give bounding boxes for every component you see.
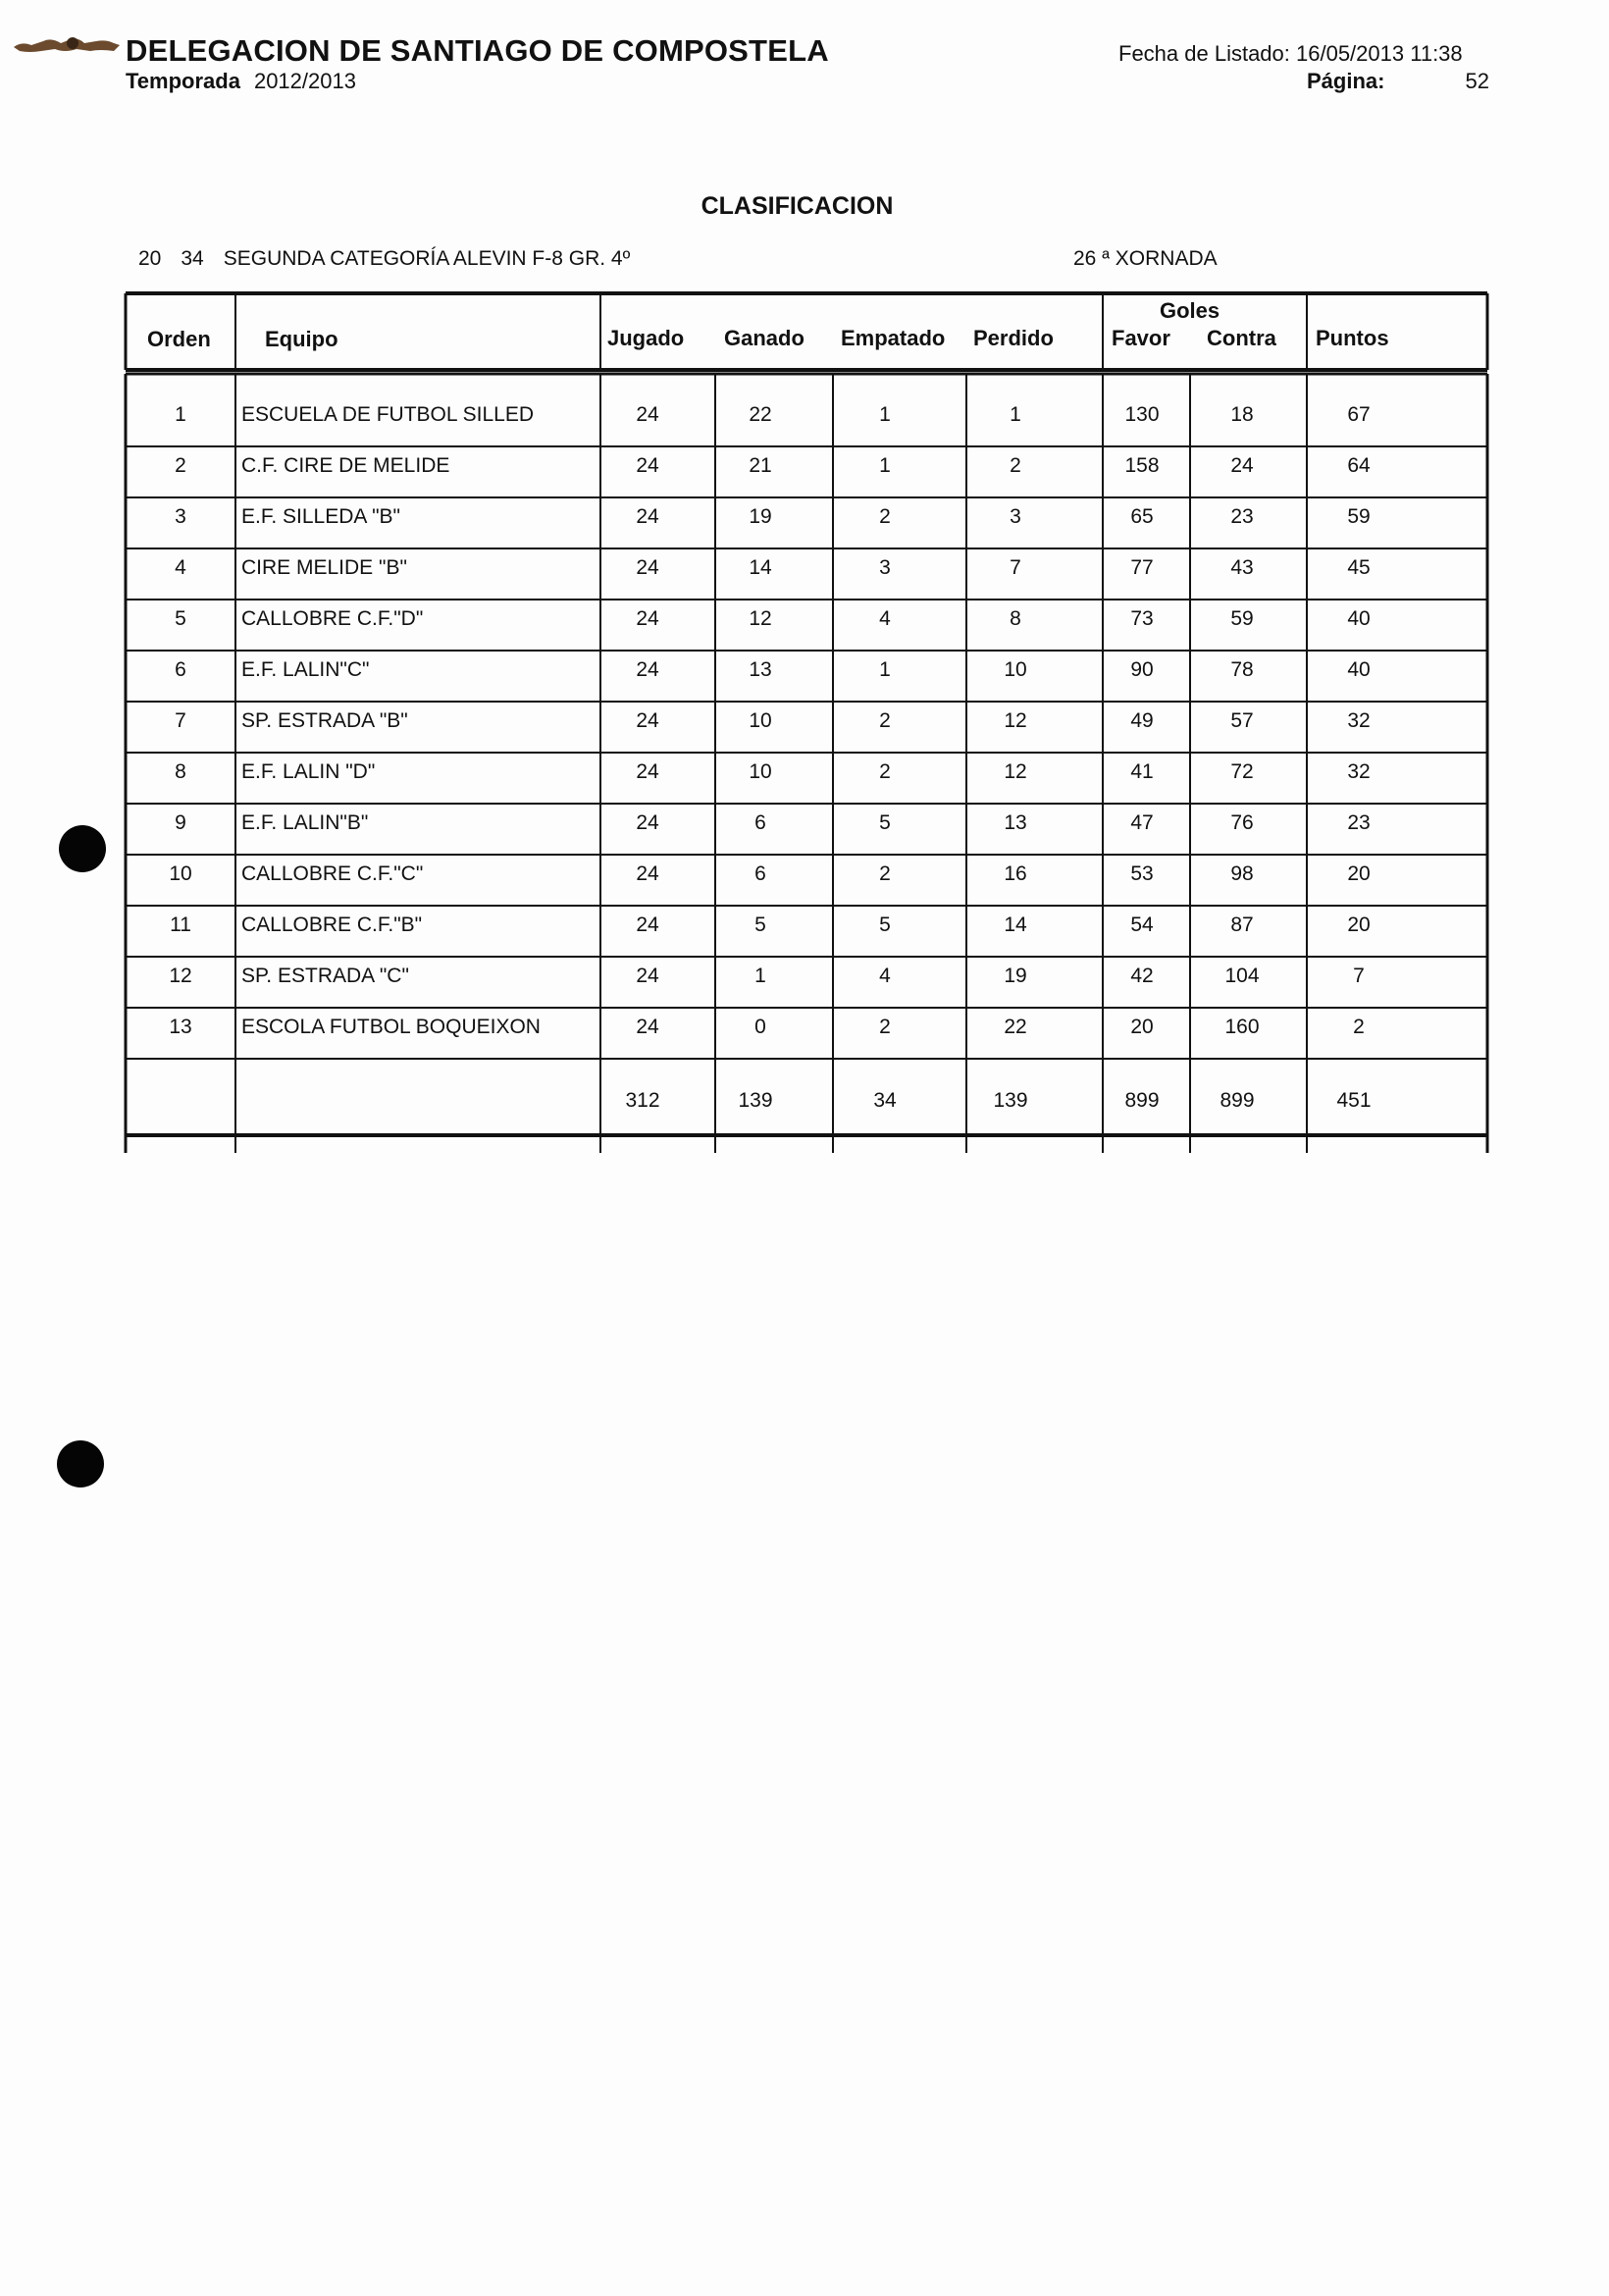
page-label: Página:	[1307, 69, 1385, 93]
row-perdido: 8	[1010, 607, 1021, 630]
row-jugado: 24	[636, 505, 659, 528]
row-favor: 42	[1130, 965, 1154, 987]
row-perdido: 14	[1004, 913, 1027, 936]
header-empatado: Empatado	[841, 326, 946, 350]
header-puntos: Puntos	[1316, 326, 1389, 350]
row-ganado: 12	[749, 607, 772, 630]
row-ganado: 0	[754, 1016, 766, 1038]
row-jugado: 24	[636, 913, 659, 936]
header-perdido: Perdido	[973, 326, 1054, 350]
row-equipo: ESCOLA FUTBOL BOQUEIXON	[241, 1016, 541, 1038]
row-contra: 98	[1230, 862, 1254, 885]
row-perdido: 1	[1010, 403, 1021, 426]
row-perdido: 2	[1010, 454, 1021, 477]
row-favor: 49	[1130, 709, 1154, 732]
row-empatado: 2	[879, 505, 891, 528]
row-contra: 78	[1230, 658, 1254, 681]
season-value: 2012/2013	[253, 69, 356, 93]
row-equipo: CIRE MELIDE "B"	[241, 556, 407, 579]
row-orden: 6	[175, 658, 186, 681]
row-perdido: 13	[1004, 811, 1027, 834]
row-orden: 11	[170, 913, 191, 936]
row-ganado: 5	[754, 913, 766, 936]
row-empatado: 4	[879, 965, 891, 987]
row-favor: 65	[1130, 505, 1154, 528]
row-empatado: 5	[879, 811, 891, 834]
row-orden: 2	[175, 454, 186, 477]
page-number: 52	[1465, 69, 1489, 93]
row-puntos: 23	[1347, 811, 1371, 834]
row-puntos: 32	[1347, 760, 1371, 783]
total-contra: 899	[1220, 1089, 1255, 1112]
row-empatado: 1	[879, 403, 891, 426]
row-favor: 77	[1130, 556, 1154, 579]
row-orden: 4	[175, 556, 186, 579]
row-perdido: 12	[1004, 760, 1027, 783]
row-jugado: 24	[636, 760, 659, 783]
row-favor: 130	[1124, 403, 1160, 426]
row-ganado: 19	[749, 505, 772, 528]
page-indicator	[1307, 69, 1489, 94]
row-favor: 20	[1130, 1016, 1154, 1038]
total-jugado: 312	[625, 1089, 660, 1112]
row-perdido: 7	[1010, 556, 1021, 579]
federation-logo-icon	[12, 33, 122, 55]
row-perdido: 12	[1004, 709, 1027, 732]
row-empatado: 2	[879, 760, 891, 783]
row-ganado: 6	[754, 811, 766, 834]
row-puntos: 40	[1347, 658, 1371, 681]
row-perdido: 22	[1004, 1016, 1027, 1038]
row-ganado: 22	[749, 403, 772, 426]
row-empatado: 2	[879, 709, 891, 732]
row-puntos: 7	[1353, 965, 1365, 987]
row-ganado: 6	[754, 862, 766, 885]
row-empatado: 2	[879, 1016, 891, 1038]
row-jugado: 24	[636, 403, 659, 426]
row-equipo: E.F. SILLEDA "B"	[241, 505, 400, 528]
row-orden: 7	[175, 709, 186, 732]
row-equipo: SP. ESTRADA "B"	[241, 709, 408, 732]
row-puntos: 40	[1347, 607, 1371, 630]
row-jugado: 24	[636, 658, 659, 681]
row-perdido: 19	[1004, 965, 1027, 987]
punch-hole-icon	[59, 825, 106, 872]
total-puntos: 451	[1336, 1089, 1372, 1112]
listing-date: Fecha de Listado: 16/05/2013 11:38	[1118, 41, 1463, 66]
row-favor: 90	[1130, 658, 1154, 681]
row-equipo: E.F. LALIN "D"	[241, 760, 376, 783]
row-jugado: 24	[636, 454, 659, 477]
row-orden: 8	[175, 760, 186, 783]
row-perdido: 3	[1010, 505, 1021, 528]
row-jugado: 24	[636, 709, 659, 732]
header-ganado: Ganado	[724, 326, 804, 350]
row-contra: 43	[1230, 556, 1254, 579]
row-contra: 160	[1224, 1016, 1260, 1038]
header-favor: Favor	[1112, 326, 1170, 350]
row-empatado: 2	[879, 862, 891, 885]
row-contra: 104	[1224, 965, 1260, 987]
row-orden: 5	[175, 607, 186, 630]
row-ganado: 10	[749, 760, 772, 783]
row-jugado: 24	[636, 556, 659, 579]
category-name: SEGUNDA CATEGORÍA ALEVIN F-8 GR. 4º	[223, 247, 631, 270]
row-ganado: 21	[749, 454, 772, 477]
row-contra: 24	[1230, 454, 1254, 477]
row-ganado: 14	[749, 556, 772, 579]
total-ganado: 139	[738, 1089, 773, 1112]
row-puntos: 20	[1347, 913, 1371, 936]
total-perdido: 139	[993, 1089, 1028, 1112]
row-equipo: CALLOBRE C.F."C"	[241, 862, 424, 885]
row-jugado: 24	[636, 1016, 659, 1038]
row-equipo: E.F. LALIN"B"	[241, 811, 369, 834]
row-contra: 76	[1230, 811, 1254, 834]
row-equipo: CALLOBRE C.F."D"	[241, 607, 424, 630]
row-puntos: 32	[1347, 709, 1371, 732]
row-ganado: 10	[749, 709, 772, 732]
row-contra: 23	[1230, 505, 1254, 528]
header-jugado: Jugado	[607, 326, 685, 350]
row-contra: 57	[1230, 709, 1254, 732]
row-equipo: ESCUELA DE FUTBOL SILLED	[241, 403, 534, 426]
group-code: 34	[181, 247, 204, 270]
row-empatado: 1	[879, 658, 891, 681]
row-ganado: 13	[749, 658, 772, 681]
header-equipo: Equipo	[265, 327, 338, 351]
row-puntos: 45	[1347, 556, 1371, 579]
row-orden: 13	[169, 1016, 192, 1038]
row-equipo: CALLOBRE C.F."B"	[241, 913, 423, 936]
row-puntos: 59	[1347, 505, 1371, 528]
report-title: CLASIFICACION	[701, 192, 894, 220]
row-contra: 59	[1230, 607, 1254, 630]
punch-hole-icon	[57, 1440, 104, 1487]
row-puntos: 2	[1353, 1016, 1365, 1038]
competition-code: 20	[138, 247, 162, 270]
row-perdido: 10	[1004, 658, 1027, 681]
row-equipo: SP. ESTRADA "C"	[241, 965, 409, 987]
row-empatado: 5	[879, 913, 891, 936]
row-favor: 54	[1130, 913, 1154, 936]
round-label: 26 ª XORNADA	[1073, 247, 1218, 270]
row-favor: 47	[1130, 811, 1154, 834]
organization-title: DELEGACION DE SANTIAGO DE COMPOSTELA	[126, 33, 829, 68]
row-orden: 1	[175, 403, 186, 426]
total-favor: 899	[1124, 1089, 1160, 1112]
season-row	[126, 69, 356, 94]
row-empatado: 1	[879, 454, 891, 477]
row-contra: 72	[1230, 760, 1254, 783]
row-contra: 87	[1230, 913, 1254, 936]
row-jugado: 24	[636, 607, 659, 630]
row-empatado: 3	[879, 556, 891, 579]
row-favor: 73	[1130, 607, 1154, 630]
row-jugado: 24	[636, 811, 659, 834]
row-empatado: 4	[879, 607, 891, 630]
row-favor: 158	[1124, 454, 1160, 477]
row-favor: 41	[1130, 760, 1154, 783]
header-orden: Orden	[147, 327, 211, 351]
row-favor: 53	[1130, 862, 1154, 885]
category-row	[138, 247, 649, 271]
row-equipo: C.F. CIRE DE MELIDE	[241, 454, 450, 477]
row-orden: 3	[175, 505, 186, 528]
row-orden: 12	[169, 965, 192, 987]
row-orden: 10	[169, 862, 192, 885]
row-puntos: 20	[1347, 862, 1371, 885]
header-goles: Goles	[1160, 298, 1220, 323]
header-contra: Contra	[1207, 326, 1276, 350]
row-equipo: E.F. LALIN"C"	[241, 658, 370, 681]
row-orden: 9	[175, 811, 186, 834]
total-empatado: 34	[873, 1089, 897, 1112]
row-jugado: 24	[636, 862, 659, 885]
row-perdido: 16	[1004, 862, 1027, 885]
row-jugado: 24	[636, 965, 659, 987]
row-ganado: 1	[754, 965, 766, 987]
season-label: Temporada	[126, 69, 240, 93]
row-puntos: 67	[1347, 403, 1371, 426]
row-contra: 18	[1230, 403, 1254, 426]
row-puntos: 64	[1347, 454, 1371, 477]
